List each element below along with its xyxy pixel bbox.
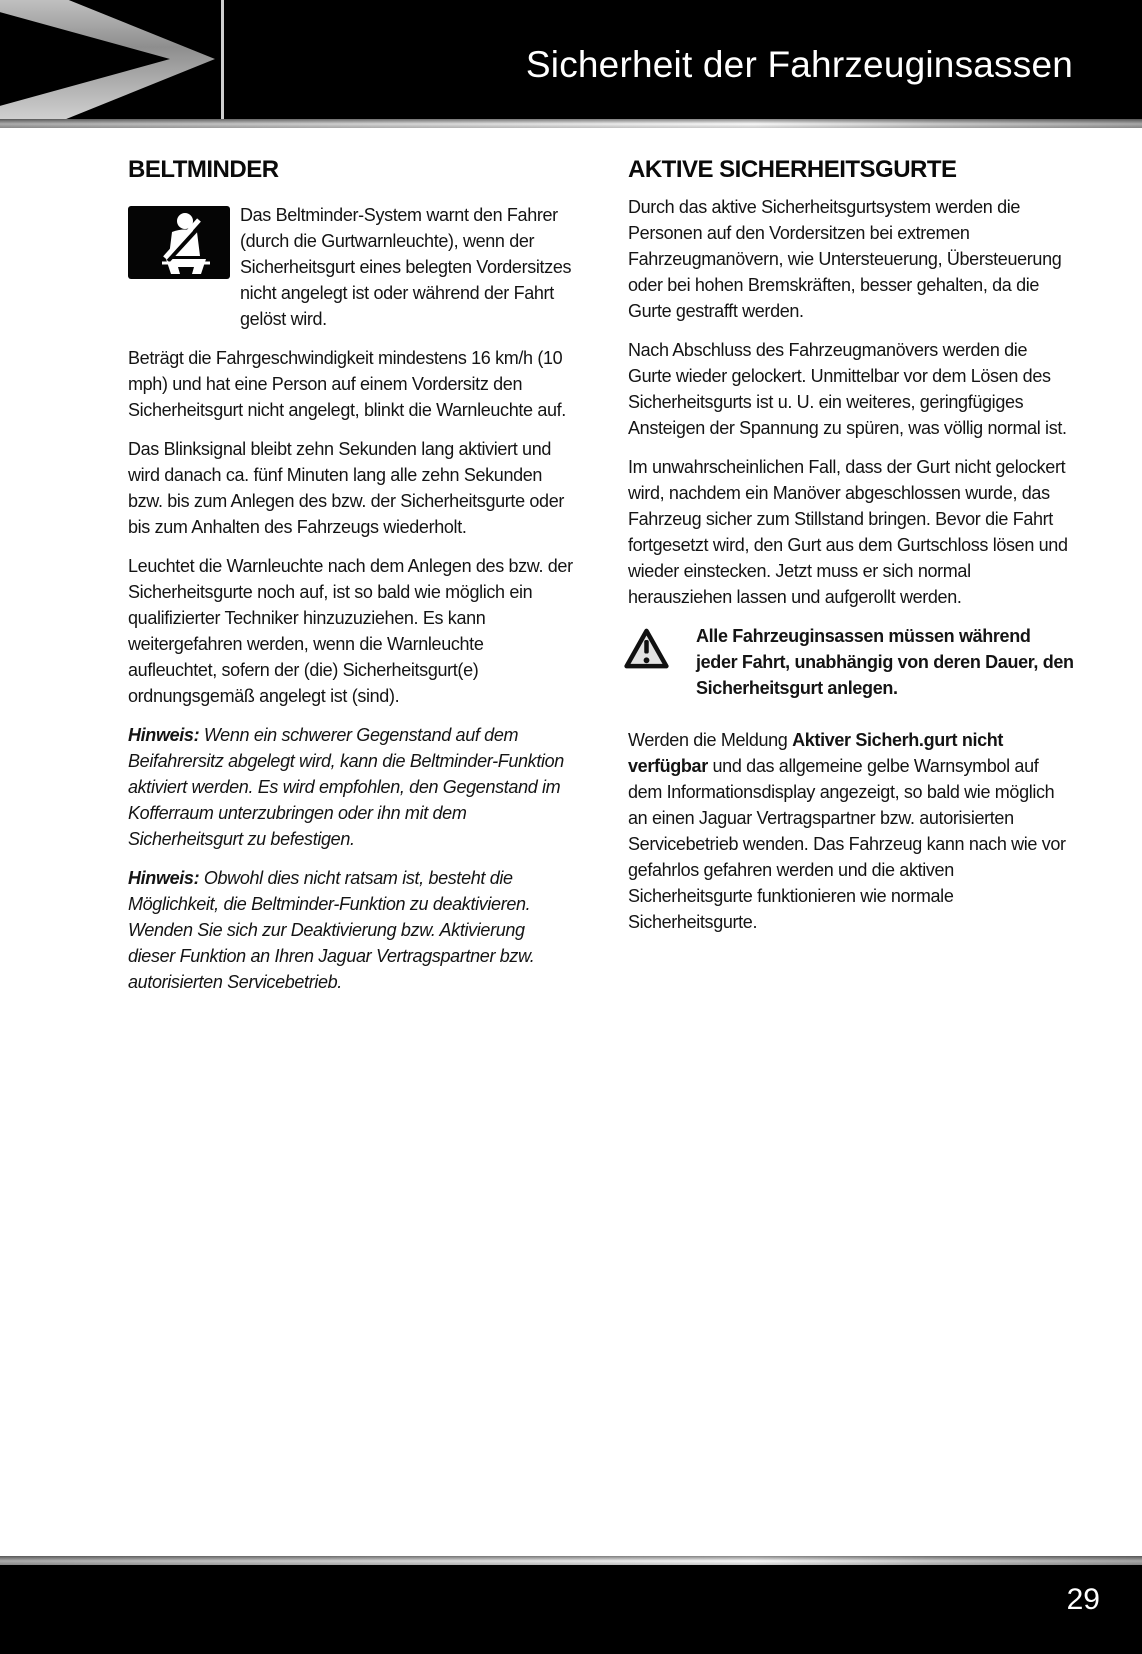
page-header (0, 0, 1142, 119)
beltminder-intro-paragraph: Das Beltminder-System warnt den Fahrer (durch die Gurtwarnleuchte), wenn der Sicherheitsgurt eines belegten Vordersitzes nicht angelegt ist oder während der Fahrt gelöst wird. (240, 205, 572, 329)
paragraph (628, 727, 1075, 935)
beltminder-intro-row (128, 206, 575, 332)
warning-block (628, 623, 1075, 714)
section-beltminder (128, 156, 575, 1008)
paragraph: Durch das aktive Sicherheitsgurtsystem werden die Personen auf den Vordersitzen bei extremen Fahrzeugmanövern, wie Untersteuerung, Übersteuerung oder bei hohen Bremskräften, besser gehalten, da die Gurte gestrafft werden. (628, 197, 1062, 321)
section-heading-aktive-sicherheitsgurte: AKTIVE SICHERHEITSGURTE (628, 156, 957, 183)
note-paragraph (128, 722, 575, 852)
section-heading-beltminder: BELTMINDER (128, 156, 279, 183)
message-name: Aktiver Sicherh.gurt nicht verfügbar (628, 730, 1004, 776)
note-text: Wenn ein schwerer Gegenstand auf dem Beifahrersitz abgelegt wird, kann die Beltminder-Funktion aktiviert werden. Es wird empfohlen, den Gegenstand im Kofferraum unterzubringen oder ihn mit dem Sicherheitsgurt zu befestigen. (128, 725, 564, 849)
note-label: Hinweis: (128, 868, 200, 888)
warning-triangle-icon (623, 625, 670, 673)
footer-gradient-bar (0, 1556, 1142, 1565)
closing-text-before: Werden die Meldung (628, 730, 793, 750)
chevron-logo-icon (0, 0, 221, 119)
paragraph: Beträgt die Fahrgeschwindigkeit mindestens 16 km/h (10 mph) und hat eine Person auf einem Vordersitz den Sicherheitsgurt nicht angelegt, blinkt die Warnleuchte auf. (128, 348, 566, 420)
seatbelt-warning-icon (128, 206, 230, 279)
paragraph: Im unwahrscheinlichen Fall, dass der Gurt nicht gelockert wird, nachdem ein Manöver abgeschlossen wurde, das Fahrzeug sicher zum Stillstand bringen. Bevor die Fahrt fortgesetzt wird, den Gurt aus dem Gurtschloss lösen und wieder einstecken. Jetzt muss er sich normal herausziehen lassen und aufgerollt werden. (628, 457, 1068, 607)
closing-text-after: und das allgemeine gelbe Warnsymbol auf dem Informationsdisplay angezeigt, so bald wie möglich an einen Jaguar Vertragspartner bzw. autorisierten Servicebetrieb wenden. Das Fahrzeug kann nach wie vor gefahrlos gefahren werden und die aktiven Sicherheitsgurte funktionieren wie normale Sicherheitsgurte. (628, 756, 1066, 932)
section-aktive-sicherheitsgurte (628, 156, 1075, 948)
note-text: Obwohl dies nicht ratsam ist, besteht die Möglichkeit, die Beltminder-Funktion zu deaktivieren. Wenden Sie sich zur Deaktivierung bzw. Aktivierung dieser Funktion an Ihren Jaguar Vertragspartner bzw. autorisierten Servicebetrieb. (128, 868, 535, 992)
header-gradient-bar (0, 119, 1142, 128)
warning-text: Alle Fahrzeuginsassen müssen während jeder Fahrt, unabhängig von deren Dauer, den Sicherheitsgurt anlegen. (696, 626, 1074, 698)
page-title: Sicherheit der Fahrzeuginsassen (525, 44, 1073, 85)
note-paragraph (128, 865, 575, 995)
page-number: 29 (1066, 1583, 1100, 1616)
header-divider (221, 0, 224, 119)
paragraph: Das Blinksignal bleibt zehn Sekunden lang aktiviert und wird danach ca. fünf Minuten lang alle zehn Sekunden bzw. bis zum Anlegen des bzw. der Sicherheitsgurte oder bis zum Anhalten des Fahrzeugs wiederholt. (128, 439, 565, 537)
page-footer (0, 1565, 1142, 1654)
paragraph: Leuchtet die Warnleuchte nach dem Anlegen des bzw. der Sicherheitsgurte noch auf, ist so bald wie möglich ein qualifizierter Techniker hinzuzuziehen. Es kann weitergefahren werden, wenn die Warnleuchte aufleuchtet, sofern der (die) Sicherheitsgurt(e) ordnungsgemäß angelegt ist (sind). (128, 556, 573, 706)
paragraph: Nach Abschluss des Fahrzeugmanövers werden die Gurte wieder gelockert. Unmittelbar vor dem Lösen des Sicherheitsgurts ist u. U. ein weiteres, geringfügiges Ansteigen der Spannung zu spüren, was völlig normal ist. (628, 340, 1067, 438)
note-label: Hinweis: (128, 725, 200, 745)
